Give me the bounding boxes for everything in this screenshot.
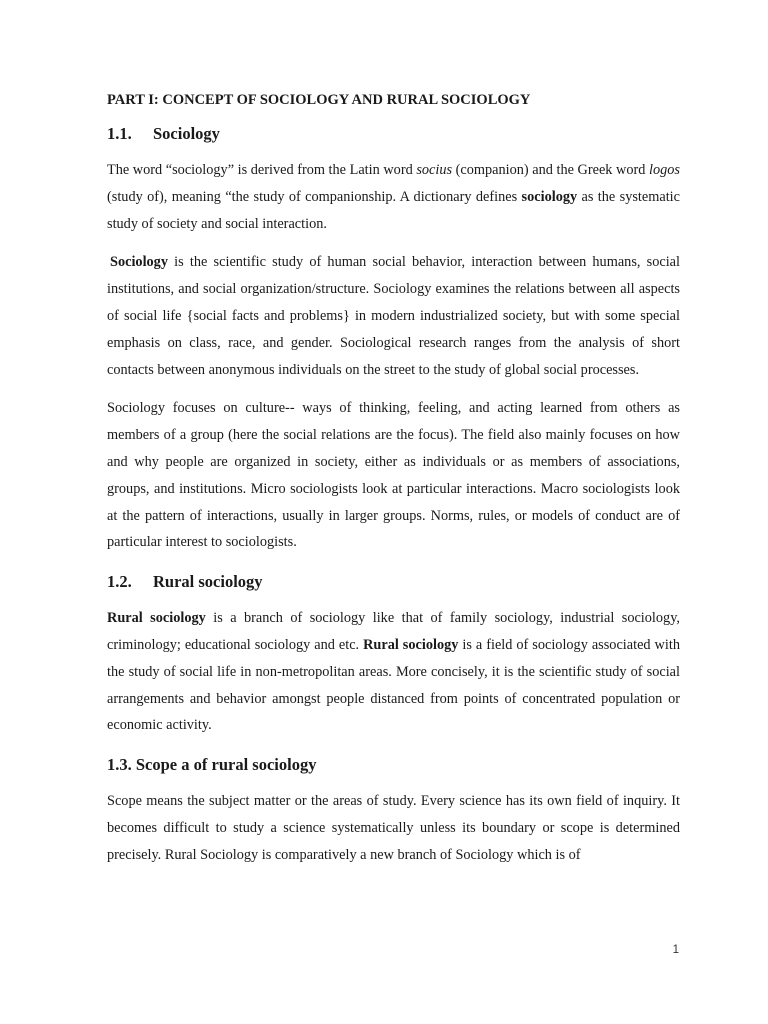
text-run: (study of), meaning “the study of companionship. A dictionary defines: [107, 188, 522, 205]
text-run: is a field of sociology associated with the study of social life in non-metropolitan areas. More concisely, it is the scientific study of social arrangements and behavior amongst people distanced from points of concentrated population or economic activity.: [107, 636, 680, 734]
italic-term: logos: [649, 162, 680, 178]
section-number: 1.2.: [107, 572, 132, 592]
paragraph-sociology-scientific-study: [107, 249, 680, 383]
section-number: 1.1.: [107, 124, 132, 143]
paragraph-scope: [107, 788, 680, 868]
italic-term: socius: [416, 162, 453, 178]
paragraph-rural-sociology: [107, 605, 680, 739]
text-run: as the systematic study of society and social interaction.: [107, 188, 680, 232]
bold-term: Rural sociology: [107, 610, 206, 627]
paragraph-sociology-definition: [107, 157, 680, 237]
section-title: Sociology: [153, 124, 220, 143]
text-run: Sociology focuses on culture-- ways of thinking, feeling, and acting learned from others as members of a group (here the social relations are the focus). The field also mainly focuses on how and why people are organized in society, either as individuals or as members of associations, groups, and institutions. Micro sociologists look at particular interactions. Macro sociologists look at the pattern of interactions, usually in larger groups. Norms, rules, or models of conduct are of particular interest to sociologists.: [107, 400, 680, 551]
text-run: is the scientific study of human social behavior, interaction between humans, social institutions, and social organization/structure. Sociology examines the relations between all aspects of social life {social facts and problems} in modern industrialized society, but with some special emphasis on class, race, and gender. Sociological research ranges from the analysis of short contacts between anonymous individuals on the street to the study of global social processes.: [107, 254, 680, 378]
section-heading-scope: 1.3. Scope a of rural sociology: [107, 755, 317, 775]
bold-term: Sociology: [110, 254, 168, 271]
bold-term: Rural sociology: [363, 636, 459, 653]
section-heading-sociology: [107, 122, 680, 146]
text-run: (companion) and the Greek word: [452, 162, 649, 178]
text-run: is a branch of sociology like that of family sociology, industrial sociology, criminology; educational sociology and etc.: [107, 610, 680, 653]
section-title: Rural sociology: [153, 572, 263, 592]
page-number: 1: [672, 944, 679, 956]
bold-term: sociology: [521, 188, 578, 205]
text-run: The word “sociology” is derived from the Latin word: [107, 162, 417, 178]
section-heading-rural-sociology: [107, 570, 680, 594]
paragraph-sociology-culture: [107, 395, 680, 556]
part-title: PART I: CONCEPT OF SOCIOLOGY AND RURAL SOCIOLOGY: [107, 92, 531, 108]
text-run: Scope means the subject matter or the areas of study. Every science has its own field of inquiry. It becomes difficult to study a science systematically unless its boundary or scope is determined precisely. Rural Sociology is comparatively a new branch of Sociology which is of: [107, 793, 680, 863]
